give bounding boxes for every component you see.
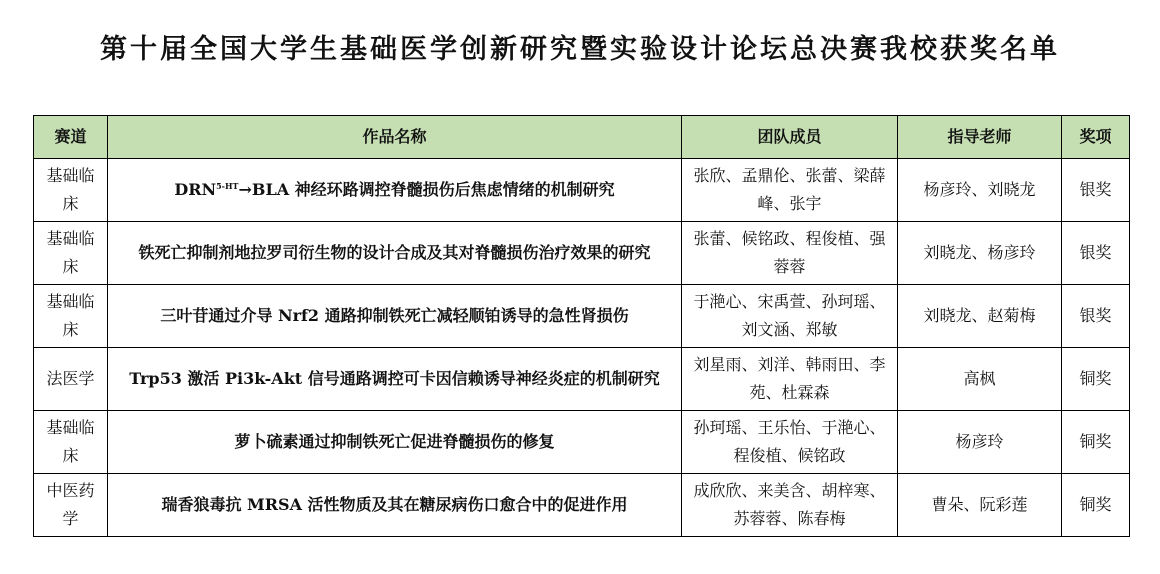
cell-award: 银奖 bbox=[1062, 159, 1130, 222]
cell-work: 萝卜硫素通过抑制铁死亡促进脊髓损伤的修复 bbox=[108, 411, 682, 474]
cell-track: 基础临床 bbox=[34, 285, 108, 348]
cell-award: 银奖 bbox=[1062, 222, 1130, 285]
cell-work bbox=[108, 159, 682, 222]
cell-advisor: 杨彦玲、刘晓龙 bbox=[898, 159, 1062, 222]
cell-advisor: 高枫 bbox=[898, 348, 1062, 411]
cell-work: 铁死亡抑制剂地拉罗司衍生物的设计合成及其对脊髓损伤治疗效果的研究 bbox=[108, 222, 682, 285]
cell-work: Trp53 激活 Pi3k-Akt 信号通路调控可卡因信赖诱导神经炎症的机制研究 bbox=[108, 348, 682, 411]
work-suffix: →BLA 神经环路调控脊髓损伤后焦虑情绪的机制研究 bbox=[238, 180, 615, 199]
table-row bbox=[34, 222, 1130, 285]
table-row bbox=[34, 159, 1130, 222]
cell-team: 于滟心、宋禹萱、孙珂瑶、刘文涵、郑敏 bbox=[682, 285, 898, 348]
awards-table bbox=[33, 115, 1130, 537]
cell-track: 法医学 bbox=[34, 348, 108, 411]
cell-track: 基础临床 bbox=[34, 222, 108, 285]
cell-track: 基础临床 bbox=[34, 411, 108, 474]
table-row bbox=[34, 285, 1130, 348]
cell-advisor: 刘晓龙、赵菊梅 bbox=[898, 285, 1062, 348]
cell-team: 孙珂瑶、王乐怡、于滟心、程俊植、候铭政 bbox=[682, 411, 898, 474]
cell-award: 铜奖 bbox=[1062, 474, 1130, 537]
cell-track: 基础临床 bbox=[34, 159, 108, 222]
header-team: 团队成员 bbox=[682, 116, 898, 159]
table-row bbox=[34, 348, 1130, 411]
cell-team: 成欣欣、来美含、胡梓寒、苏蓉蓉、陈春梅 bbox=[682, 474, 898, 537]
table-row bbox=[34, 411, 1130, 474]
cell-team: 张欣、孟鼎伦、张蕾、梁薛峰、张宇 bbox=[682, 159, 898, 222]
cell-track: 中医药学 bbox=[34, 474, 108, 537]
cell-advisor: 曹朵、阮彩莲 bbox=[898, 474, 1062, 537]
header-work: 作品名称 bbox=[108, 116, 682, 159]
header-track: 赛道 bbox=[34, 116, 108, 159]
table-header-row bbox=[34, 116, 1130, 159]
table-row bbox=[34, 474, 1130, 537]
cell-work: 瑞香狼毒抗 MRSA 活性物质及其在糖尿病伤口愈合中的促进作用 bbox=[108, 474, 682, 537]
header-advisor: 指导老师 bbox=[898, 116, 1062, 159]
cell-team: 刘星雨、刘洋、韩雨田、李苑、杜霖森 bbox=[682, 348, 898, 411]
header-award: 奖项 bbox=[1062, 116, 1130, 159]
cell-team: 张蕾、候铭政、程俊植、强蓉蓉 bbox=[682, 222, 898, 285]
page-title: 第十届全国大学生基础医学创新研究暨实验设计论坛总决赛我校获奖名单 bbox=[100, 34, 1060, 65]
cell-award: 铜奖 bbox=[1062, 411, 1130, 474]
cell-award: 铜奖 bbox=[1062, 348, 1130, 411]
work-superscript: 5-HT bbox=[216, 181, 239, 191]
cell-advisor: 刘晓龙、杨彦玲 bbox=[898, 222, 1062, 285]
cell-advisor: 杨彦玲 bbox=[898, 411, 1062, 474]
cell-work: 三叶苷通过介导 Nrf2 通路抑制铁死亡减轻顺铂诱导的急性肾损伤 bbox=[108, 285, 682, 348]
cell-award: 银奖 bbox=[1062, 285, 1130, 348]
work-prefix: DRN bbox=[174, 180, 217, 199]
